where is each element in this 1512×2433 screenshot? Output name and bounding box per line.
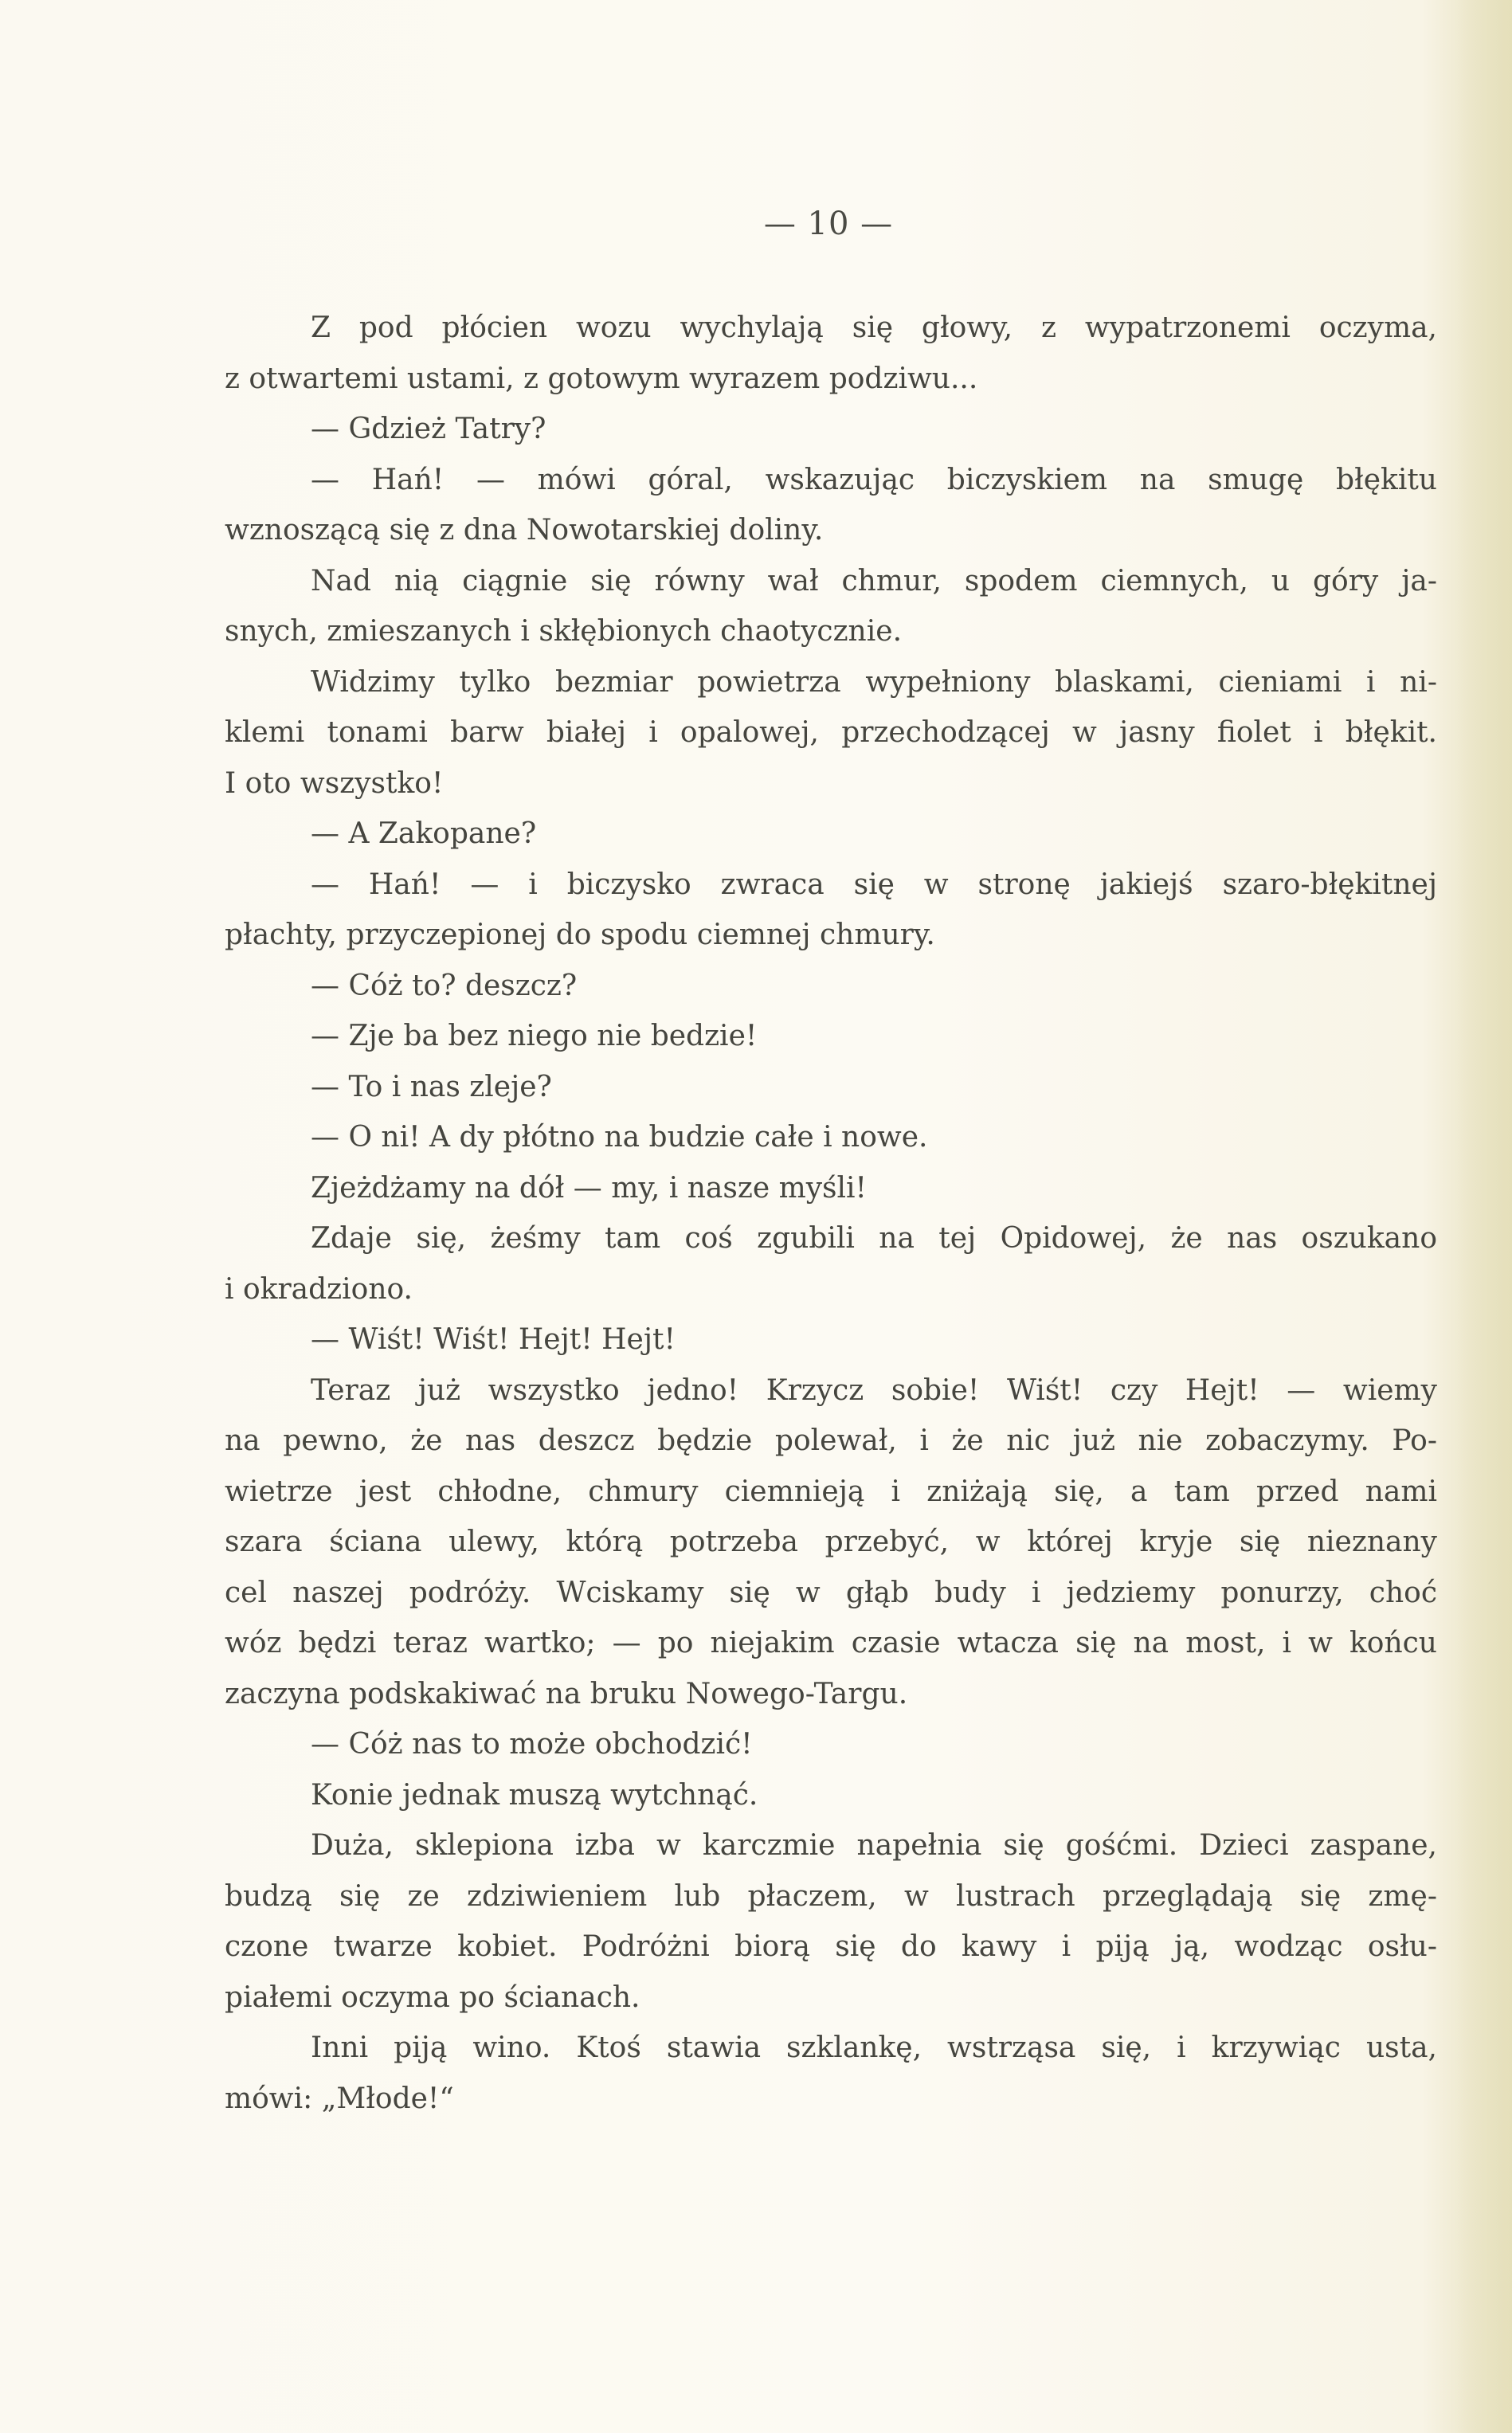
text-line: cel naszej podróży. Wciskamy się w głąb budy i jedziemy ponurzy, choć	[225, 1576, 1437, 1609]
text-line: Zdaje się, żeśmy tam coś zgubili na tej Opidowej, że nas oszukano	[311, 1222, 1437, 1255]
text-line: wietrze jest chłodne, chmury ciemnieją i zniżają się, a tam przed nami	[225, 1475, 1437, 1508]
text-body	[225, 303, 1437, 2124]
text-line: budzą się ze zdziwieniem lub płaczem, w lustrach przeglądają się zmę-	[225, 1879, 1437, 1913]
text-line: snych, zmieszanych i skłębionych chaotycznie.	[225, 615, 903, 648]
text-line: wóz będzi teraz wartko; — po niejakim czasie wtacza się na most, i w końcu	[225, 1627, 1437, 1659]
text-line: — Zje ba bez niego nie bedzie!	[311, 1020, 758, 1052]
text-line: Zjeżdżamy na dół — my, i nasze myśli!	[311, 1171, 868, 1205]
text-line: Inni piją wino. Ktoś stawia szklankę, wstrząsa się, i krzywiąc usta,	[311, 2031, 1437, 2064]
text-line: — Cóż to? deszcz?	[311, 969, 578, 1002]
text-line: płachty, przyczepionej do spodu ciemnej chmury.	[225, 919, 935, 951]
text-line: Nad nią ciągnie się równy wał chmur, spodem ciemnych, u góry ja-	[311, 564, 1437, 597]
text-line: — Hań! — mówi góral, wskazując biczyskiem na smugę błękitu	[311, 463, 1437, 496]
text-line: I oto wszystko!	[225, 766, 444, 800]
text-line: — Hań! — i biczysko zwraca się w stronę jakiejś szaro-błękitnej	[311, 868, 1437, 901]
text-line: na pewno, że nas deszcz będzie polewał, i że nic już nie zobaczymy. Po-	[225, 1424, 1437, 1457]
text-line: — Cóż nas to może obchodzić!	[311, 1728, 753, 1761]
text-line: wznoszącą się z dna Nowotarskiej doliny.	[225, 514, 824, 547]
text-line: — O ni! A dy płótno na budzie całe i nowe.	[311, 1121, 928, 1154]
page-number: — 10 —	[763, 206, 894, 242]
text-line: Z pod płócien wozu wychylają się głowy, z wypatrzonemi oczyma,	[311, 311, 1437, 344]
text-line: mówi: „Młode!“	[225, 2082, 454, 2115]
text-line: Duża, sklepiona izba w karczmie napełnia się gośćmi. Dzieci zaspane,	[311, 1829, 1437, 1862]
text-line: czone twarze kobiet. Podróżni biorą się do kawy i piją ją, wodząc osłu-	[225, 1930, 1437, 1963]
text-line: z otwartemi ustami, z gotowym wyrazem podziwu...	[225, 362, 978, 395]
text-line: klemi tonami barw białej i opalowej, przechodzącej w jasny fiolet i błękit.	[225, 716, 1437, 749]
text-line: — Wiśt! Wiśt! Hejt! Hejt!	[311, 1323, 676, 1356]
text-line: szara ściana ulewy, którą potrzeba przebyć, w której kryje się nieznany	[225, 1526, 1437, 1558]
text-line: i okradziono.	[225, 1272, 413, 1306]
page-edge-shadow	[1456, 0, 1512, 2433]
text-line: piałemi oczyma po ścianach.	[225, 1980, 640, 2014]
text-line: Teraz już wszystko jedno! Krzycz sobie! Wiśt! czy Hejt! — wiemy	[311, 1373, 1437, 1407]
text-line: Widzimy tylko bezmiar powietrza wypełniony blaskami, cieniami i ni-	[311, 665, 1437, 699]
text-line: — Gdzież Tatry?	[311, 413, 546, 445]
text-line: — A Zakopane?	[311, 817, 537, 850]
text-line: — To i nas zleje?	[311, 1070, 552, 1103]
text-line: Konie jednak muszą wytchnąć.	[311, 1778, 758, 1812]
text-line: zaczyna podskakiwać na bruku Nowego-Targu.	[225, 1677, 908, 1710]
